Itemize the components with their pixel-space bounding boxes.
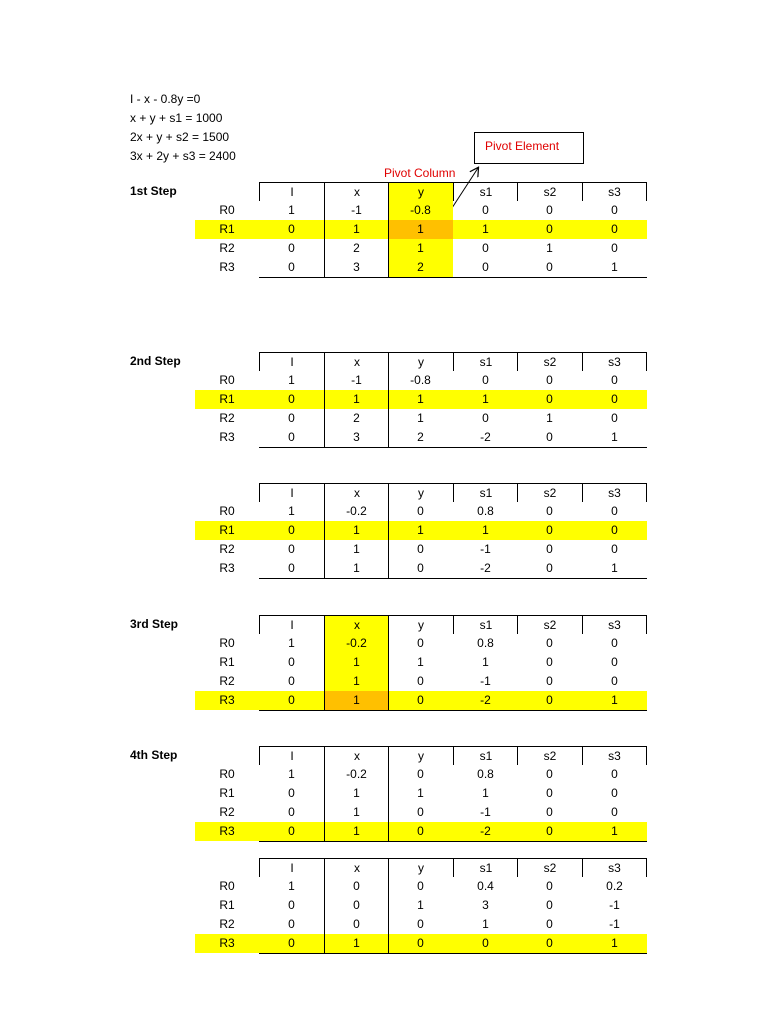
table-cell: 0 — [417, 504, 424, 518]
table-row — [195, 784, 647, 803]
table-cell: 1 — [482, 786, 489, 800]
table-row — [195, 559, 647, 578]
table-cell: 1 — [417, 655, 424, 669]
table-cell: 2 — [388, 258, 453, 277]
column-header: y — [388, 182, 453, 201]
table-cell: 1 — [482, 655, 489, 669]
table-cell: 1 — [388, 239, 453, 258]
table-cell: 0 — [611, 523, 618, 537]
table-cell: -1 — [351, 203, 362, 217]
table-cell: 3 — [353, 430, 360, 444]
column-header: s2 — [517, 615, 582, 634]
column-header: I — [259, 858, 324, 877]
table-cell: 0.8 — [477, 636, 494, 650]
column-header: s1 — [453, 352, 518, 371]
table-cell: 2 — [353, 411, 360, 425]
table-row — [195, 502, 647, 521]
table-row — [195, 877, 647, 896]
table-cell: 1 — [353, 786, 360, 800]
table-cell: 0 — [417, 824, 424, 838]
row-label: R0 — [219, 203, 235, 217]
table-cell: 1 — [288, 767, 295, 781]
table-row — [195, 390, 647, 409]
table-cell: -0.2 — [324, 634, 389, 653]
table-cell: 0 — [611, 222, 618, 236]
column-header: s1 — [453, 182, 518, 201]
table-cell: 0 — [417, 542, 424, 556]
tableau-table — [195, 182, 647, 277]
table-row — [195, 258, 647, 277]
table-cell: 2 — [353, 241, 360, 255]
table-cell: 0 — [611, 636, 618, 650]
table-cell: 1 — [288, 636, 295, 650]
table-row — [195, 428, 647, 447]
table-cell: 0 — [611, 767, 618, 781]
table-cell: 0.4 — [477, 879, 494, 893]
equation-2: 2x + y + s2 = 1500 — [130, 130, 230, 144]
table-cell: 0 — [417, 674, 424, 688]
grid-divider — [324, 634, 325, 710]
table-cell: 0 — [546, 430, 553, 444]
table-row — [195, 371, 647, 390]
row-label: R1 — [219, 392, 235, 406]
row-label: R1 — [219, 786, 235, 800]
table-cell: 0 — [288, 561, 295, 575]
table-cell: 2 — [417, 430, 424, 444]
table-cell: 1 — [324, 691, 389, 710]
table-cell: 0 — [546, 203, 553, 217]
table-cell: 0 — [288, 392, 295, 406]
table-cell: 1 — [482, 222, 489, 236]
table-cell: 1 — [611, 561, 618, 575]
table-cell: 0 — [546, 674, 553, 688]
table-header-row — [195, 483, 647, 502]
column-header: s3 — [582, 746, 647, 765]
table-cell: 1 — [353, 222, 360, 236]
table-cell: -0.8 — [388, 201, 453, 220]
table-header-row — [195, 858, 647, 877]
table-cell: 0.2 — [606, 879, 623, 893]
table-cell: 1 — [353, 523, 360, 537]
row-label: R2 — [219, 674, 235, 688]
row-label: R0 — [219, 767, 235, 781]
tableau-table — [195, 746, 647, 841]
column-header: s2 — [517, 352, 582, 371]
table-cell: 1 — [611, 260, 618, 274]
table-cell: 0 — [546, 655, 553, 669]
pivot-column-label: Pivot Column — [384, 166, 456, 180]
table-cell: 0 — [482, 241, 489, 255]
grid-bottom-border — [259, 277, 647, 278]
table-cell: 0 — [288, 898, 295, 912]
table-cell: 1 — [417, 411, 424, 425]
table-row — [195, 540, 647, 559]
step-label: 2nd Step — [130, 354, 181, 368]
tableau-table — [195, 858, 647, 953]
table-header-row — [195, 746, 647, 765]
row-label: R0 — [219, 879, 235, 893]
table-row — [195, 765, 647, 784]
table-cell: 1 — [611, 693, 618, 707]
row-label: R2 — [219, 805, 235, 819]
column-header: y — [388, 746, 453, 765]
table-cell: -1 — [609, 898, 620, 912]
table-cell: 0 — [546, 898, 553, 912]
table-cell: 3 — [353, 260, 360, 274]
table-cell: 0 — [288, 241, 295, 255]
table-cell: 1 — [324, 672, 389, 691]
table-cell: 0 — [288, 824, 295, 838]
table-cell: 0 — [611, 542, 618, 556]
table-cell: 0 — [546, 561, 553, 575]
table-cell: 1 — [353, 561, 360, 575]
table-cell: 1 — [353, 542, 360, 556]
table-cell: 0 — [546, 222, 553, 236]
row-label: R1 — [219, 655, 235, 669]
table-cell: 0 — [546, 392, 553, 406]
table-cell: 0 — [611, 203, 618, 217]
table-cell: -1 — [480, 542, 491, 556]
table-cell: 0 — [353, 917, 360, 931]
table-cell: 0.8 — [477, 504, 494, 518]
table-cell: 0 — [288, 542, 295, 556]
row-label: R0 — [219, 636, 235, 650]
row-label: R3 — [219, 936, 235, 950]
table-cell: 1 — [482, 392, 489, 406]
column-header: s2 — [517, 858, 582, 877]
column-header: I — [259, 483, 324, 502]
table-cell: 1 — [353, 805, 360, 819]
table-cell: 0 — [353, 879, 360, 893]
table-cell: 0 — [611, 411, 618, 425]
table-cell: -2 — [480, 693, 491, 707]
table-row — [195, 201, 647, 220]
table-cell: 1 — [388, 220, 453, 239]
table-cell: 1 — [611, 824, 618, 838]
table-cell: 0 — [611, 674, 618, 688]
table-cell: 0 — [611, 655, 618, 669]
table-header-row — [195, 615, 647, 634]
table-cell: 0 — [482, 260, 489, 274]
table-cell: 1 — [324, 653, 389, 672]
table-cell: 0 — [288, 674, 295, 688]
table-cell: 0 — [611, 504, 618, 518]
table-cell: -0.8 — [410, 373, 431, 387]
table-cell: 0 — [546, 786, 553, 800]
table-cell: -0.2 — [346, 504, 367, 518]
column-header: x — [324, 858, 389, 877]
table-cell: 1 — [611, 936, 618, 950]
column-header: I — [259, 746, 324, 765]
table-cell: 0 — [288, 523, 295, 537]
row-label: R0 — [219, 504, 235, 518]
equation-3: 3x + 2y + s3 = 2400 — [130, 149, 236, 163]
grid-divider — [324, 201, 325, 277]
row-label: R0 — [219, 373, 235, 387]
tableau-table — [195, 352, 647, 447]
row-label: R3 — [219, 824, 235, 838]
grid-divider — [324, 502, 325, 578]
grid-bottom-border — [259, 578, 647, 579]
table-cell: 0 — [482, 203, 489, 217]
table-cell: 0 — [417, 879, 424, 893]
table-row — [195, 521, 647, 540]
table-cell: 0 — [417, 636, 424, 650]
column-header: x — [324, 615, 389, 634]
table-cell: 0 — [288, 917, 295, 931]
column-header: x — [324, 352, 389, 371]
table-cell: 1 — [353, 936, 360, 950]
row-label: R3 — [219, 430, 235, 444]
table-cell: 1 — [417, 898, 424, 912]
table-cell: 1 — [288, 373, 295, 387]
column-header: I — [259, 615, 324, 634]
table-cell: 1 — [353, 392, 360, 406]
column-header: I — [259, 182, 324, 201]
table-cell: 0 — [288, 693, 295, 707]
table-cell: 1 — [288, 879, 295, 893]
table-cell: 1 — [417, 523, 424, 537]
table-row — [195, 239, 647, 258]
table-cell: -2 — [480, 824, 491, 838]
grid-divider — [388, 371, 389, 447]
table-cell: 0 — [546, 260, 553, 274]
table-cell: -0.2 — [346, 767, 367, 781]
table-cell: 1 — [417, 392, 424, 406]
table-row — [195, 409, 647, 428]
table-header-row — [195, 182, 647, 201]
row-label: R3 — [219, 260, 235, 274]
table-row — [195, 915, 647, 934]
table-cell: 0 — [546, 693, 553, 707]
table-row — [195, 934, 647, 953]
table-cell: -2 — [480, 561, 491, 575]
table-cell: 0 — [611, 786, 618, 800]
row-label: R2 — [219, 917, 235, 931]
grid-bottom-border — [259, 841, 647, 842]
table-cell: 0 — [288, 805, 295, 819]
table-cell: 0 — [417, 936, 424, 950]
row-label: R1 — [219, 222, 235, 236]
table-row — [195, 672, 647, 691]
table-cell: 0 — [546, 805, 553, 819]
table-cell: 0 — [546, 542, 553, 556]
column-header: x — [324, 182, 389, 201]
column-header: s1 — [453, 615, 518, 634]
row-label: R1 — [219, 523, 235, 537]
grid-divider — [388, 877, 389, 953]
table-cell: 1 — [288, 203, 295, 217]
table-cell: 0 — [546, 936, 553, 950]
table-cell: -2 — [480, 430, 491, 444]
step-label: 1st Step — [130, 184, 177, 198]
column-header: y — [388, 483, 453, 502]
row-label: R2 — [219, 241, 235, 255]
table-cell: 0 — [546, 504, 553, 518]
table-cell: 0 — [288, 411, 295, 425]
table-cell: -1 — [480, 805, 491, 819]
pivot-element-label: Pivot Element — [485, 139, 560, 153]
table-cell: 0 — [417, 767, 424, 781]
grid-divider — [388, 502, 389, 578]
table-row — [195, 691, 647, 710]
table-cell: 1 — [353, 824, 360, 838]
tableau-table — [195, 483, 647, 578]
grid-divider — [388, 201, 389, 277]
column-header: I — [259, 352, 324, 371]
grid-bottom-border — [259, 447, 647, 448]
table-row — [195, 653, 647, 672]
table-cell: 0 — [417, 561, 424, 575]
equation-1: x + y + s1 = 1000 — [130, 111, 223, 125]
table-cell: 3 — [482, 898, 489, 912]
table-row — [195, 896, 647, 915]
table-cell: -1 — [609, 917, 620, 931]
grid-divider — [324, 877, 325, 953]
table-cell: 0 — [482, 936, 489, 950]
row-label: R3 — [219, 693, 235, 707]
column-header: y — [388, 615, 453, 634]
equation-0: I - x - 0.8y =0 — [130, 92, 201, 106]
table-cell: 1 — [482, 523, 489, 537]
step-label: 3rd Step — [130, 617, 179, 631]
table-row — [195, 220, 647, 239]
table-cell: 1 — [546, 411, 553, 425]
table-cell: 0 — [288, 936, 295, 950]
table-cell: 0 — [546, 879, 553, 893]
column-header: s3 — [582, 858, 647, 877]
table-cell: 0 — [417, 917, 424, 931]
table-row — [195, 803, 647, 822]
step-label: 4th Step — [130, 748, 178, 762]
row-label: R2 — [219, 542, 235, 556]
table-cell: 0 — [288, 786, 295, 800]
table-cell: 0 — [417, 805, 424, 819]
tableau-table — [195, 615, 647, 710]
table-cell: 0 — [482, 373, 489, 387]
table-cell: -1 — [351, 373, 362, 387]
table-cell: 1 — [288, 504, 295, 518]
column-header: s3 — [582, 352, 647, 371]
row-label: R3 — [219, 561, 235, 575]
column-header: s1 — [453, 746, 518, 765]
column-header: y — [388, 858, 453, 877]
table-cell: 0 — [482, 411, 489, 425]
grid-bottom-border — [259, 710, 647, 711]
table-cell: 0 — [546, 767, 553, 781]
grid-divider — [388, 765, 389, 841]
table-cell: 0 — [417, 693, 424, 707]
column-header: s1 — [453, 858, 518, 877]
table-cell: 0 — [288, 655, 295, 669]
column-header: x — [324, 746, 389, 765]
table-row — [195, 634, 647, 653]
table-cell: 1 — [417, 786, 424, 800]
table-cell: 0 — [546, 917, 553, 931]
column-header: s1 — [453, 483, 518, 502]
grid-divider — [388, 634, 389, 710]
column-header: s3 — [582, 182, 647, 201]
table-cell: 0 — [546, 373, 553, 387]
row-label: R1 — [219, 898, 235, 912]
table-cell: 1 — [482, 917, 489, 931]
table-cell: 0.8 — [477, 767, 494, 781]
table-cell: 0 — [611, 241, 618, 255]
table-cell: 0 — [288, 222, 295, 236]
column-header: x — [324, 483, 389, 502]
table-cell: 0 — [546, 824, 553, 838]
grid-bottom-border — [259, 953, 647, 954]
table-cell: 0 — [611, 805, 618, 819]
column-header: y — [388, 352, 453, 371]
column-header: s2 — [517, 483, 582, 502]
table-cell: 0 — [353, 898, 360, 912]
table-cell: -1 — [480, 674, 491, 688]
column-header: s2 — [517, 746, 582, 765]
table-cell: 1 — [546, 241, 553, 255]
column-header: s3 — [582, 615, 647, 634]
grid-divider — [324, 765, 325, 841]
table-cell: 0 — [288, 260, 295, 274]
table-header-row — [195, 352, 647, 371]
table-cell: 0 — [611, 373, 618, 387]
table-cell: 0 — [546, 636, 553, 650]
table-cell: 0 — [546, 523, 553, 537]
table-cell: 0 — [611, 392, 618, 406]
table-cell: 0 — [288, 430, 295, 444]
column-header: s3 — [582, 483, 647, 502]
table-cell: 1 — [611, 430, 618, 444]
grid-divider — [324, 371, 325, 447]
table-row — [195, 822, 647, 841]
column-header: s2 — [517, 182, 582, 201]
row-label: R2 — [219, 411, 235, 425]
